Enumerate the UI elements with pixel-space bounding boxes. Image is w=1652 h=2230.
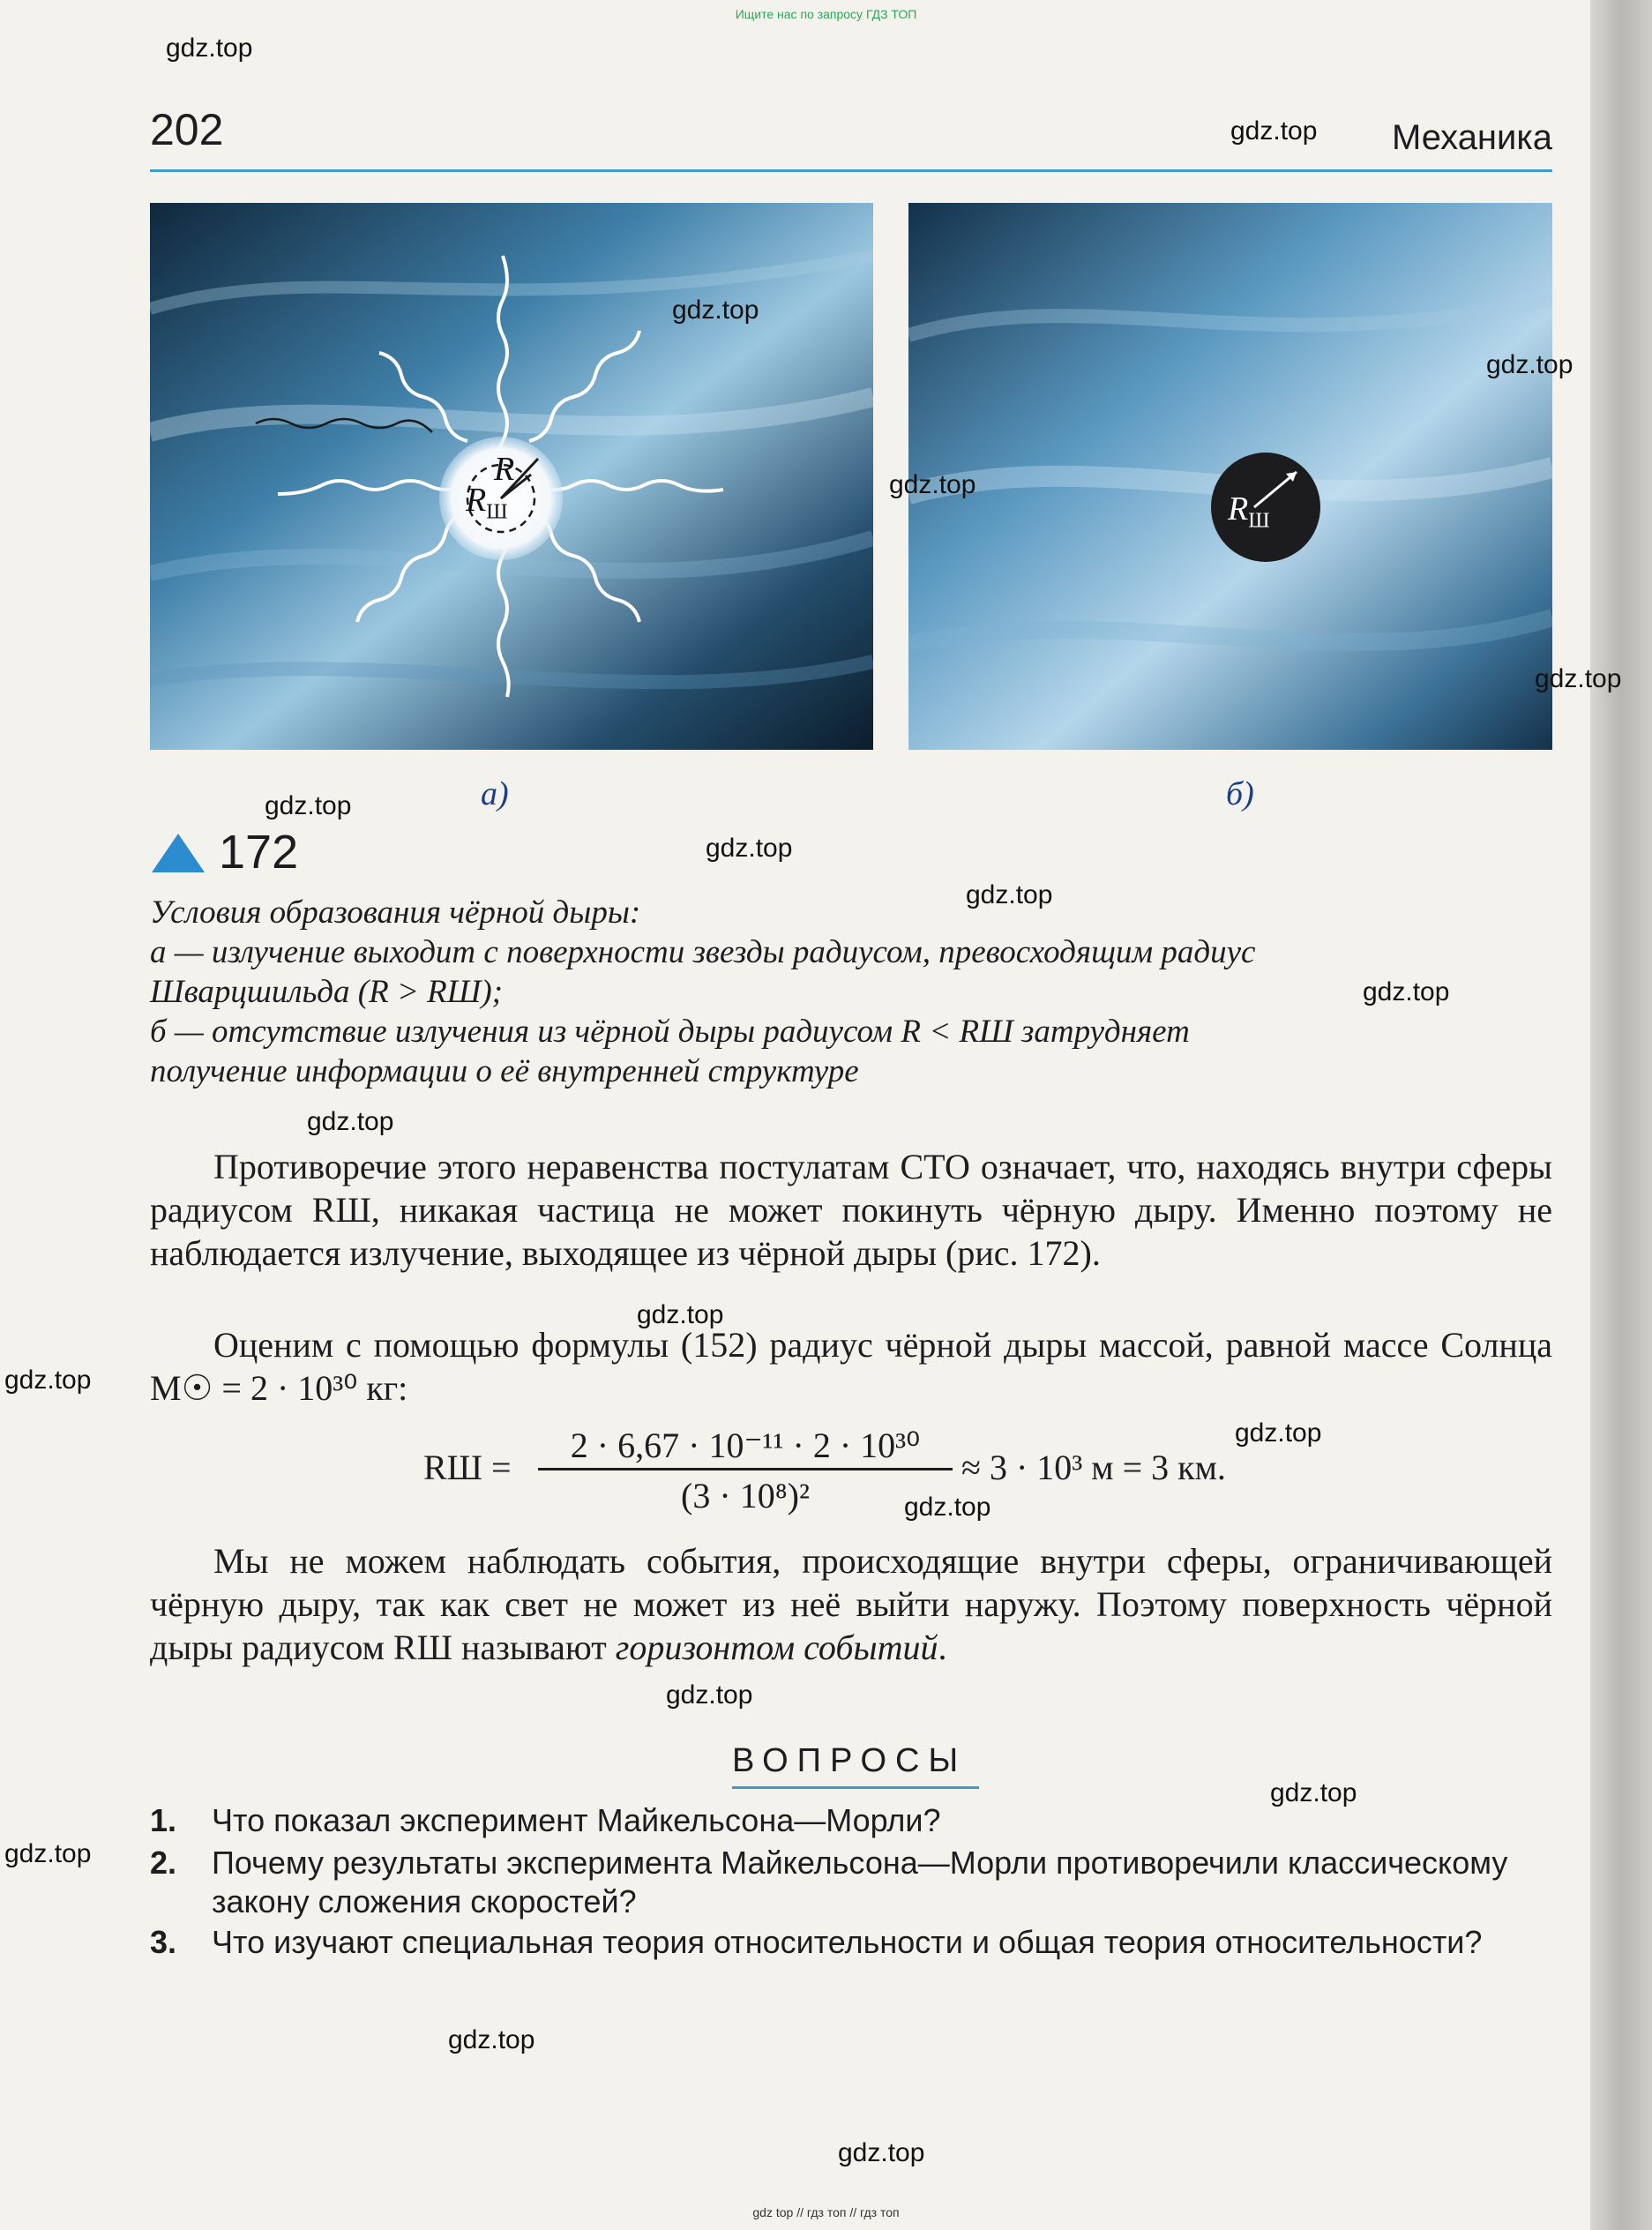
questions-rule — [732, 1786, 979, 1789]
caption-line: Условия образования чёрной дыры: — [150, 894, 641, 931]
caption-line: Шварцшильда (R > RШ); — [150, 974, 503, 1010]
caption-line: б — отсутствие излучения из чёрной дыры радиусом R < RШ затрудняет — [150, 1014, 1190, 1050]
figure-b-schwarzschild-label: $R_Ш$ — [1228, 490, 1270, 533]
fraction-bar — [538, 1468, 953, 1470]
question-item: 1. Что показал эксперимент Майкельсона—Морли? — [150, 1802, 941, 1838]
watermark: gdz.top — [1486, 350, 1574, 379]
watermark: gdz.top — [966, 880, 1053, 909]
watermark: gdz.top — [4, 1839, 92, 1868]
figure-number: 172 — [219, 826, 299, 879]
watermark: gdz.top — [1235, 1418, 1322, 1448]
formula-lhs: RШ = — [423, 1448, 512, 1487]
figure-b-label: б) — [1226, 775, 1254, 812]
watermark: gdz.top — [1535, 664, 1622, 693]
watermark: gdz.top — [1270, 1778, 1357, 1807]
formula-numerator: 2 · 6,67 · 10⁻¹¹ · 2 · 10³⁰ — [570, 1426, 921, 1465]
figure-caption — [150, 893, 1561, 1091]
questions-title: ВОПРОСЫ — [732, 1742, 968, 1779]
watermark: gdz.top — [838, 2138, 925, 2167]
watermark: gdz.top — [672, 296, 759, 325]
watermark: gdz.top — [889, 470, 976, 499]
question-item: 2. Почему результаты эксперимента Майкельсона—Морли противоречили классическому закону сложения скоростей? — [150, 1845, 1508, 1919]
watermark: gdz.top — [166, 34, 253, 63]
watermark: gdz.top — [637, 1300, 724, 1329]
page-number: 202 — [150, 105, 224, 154]
bottom-note: gdz top // гдз топ // гдз топ — [752, 2205, 900, 2219]
watermark: gdz.top — [706, 834, 793, 863]
formula-denominator: (3 · 10⁸)² — [681, 1476, 810, 1515]
section-title: Механика — [1392, 118, 1552, 157]
watermark: gdz.top — [307, 1107, 394, 1136]
caption-line: получение информации о её внутренней структуре — [150, 1053, 859, 1089]
caption-line: а — излучение выходит с поверхности звезды радиусом, превосходящим радиус — [150, 934, 1256, 970]
page-edge — [1590, 0, 1652, 2230]
top-note: Ищите нас по запросу ГДЗ ТОП — [735, 7, 917, 21]
figure-a-radius-label: R — [494, 451, 515, 488]
watermark: gdz.top — [265, 791, 352, 820]
formula-rhs: ≈ 3 · 10³ м = 3 км. — [961, 1448, 1226, 1487]
paragraph-3: Мы не можем наблюдать события, происходящие внутри сферы, ограничивающей чёрную дыру, так как свет не может из неё выйти наружу. Поэтому поверхность чёрной дыры радиусом RШ называют горизонтом событий. — [150, 1541, 1552, 1667]
watermark: gdz.top — [4, 1366, 92, 1395]
paragraph-2: Оценим с помощью формулы (152) радиус чёрной дыры массой, равной массе Солнца M☉ = 2 · 10³⁰ кг: — [150, 1325, 1552, 1408]
figure-b-image — [908, 203, 1552, 750]
watermark: gdz.top — [666, 1680, 753, 1710]
watermark: gdz.top — [1363, 977, 1450, 1006]
question-item: 3. Что изучают специальная теория относительности и общая теория относительности? — [150, 1924, 1483, 1960]
figure-a-schwarzschild-label: $R_Ш$ — [466, 482, 508, 524]
header-rule — [150, 169, 1552, 172]
watermark: gdz.top — [904, 1493, 991, 1522]
watermark: gdz.top — [448, 2025, 535, 2054]
figure-marker-icon — [152, 834, 205, 872]
figure-a-label: а) — [481, 775, 509, 812]
paragraph-1: Противоречие этого неравенства постулатам СТО означает, что, находясь внутри сферы радиусом RШ, никакая частица не может покинуть чёрную дыру. Именно поэтому не наблюдается излучение, выходящее из чёрной дыры (рис. 172). — [150, 1147, 1552, 1273]
watermark: gdz.top — [1230, 116, 1318, 146]
